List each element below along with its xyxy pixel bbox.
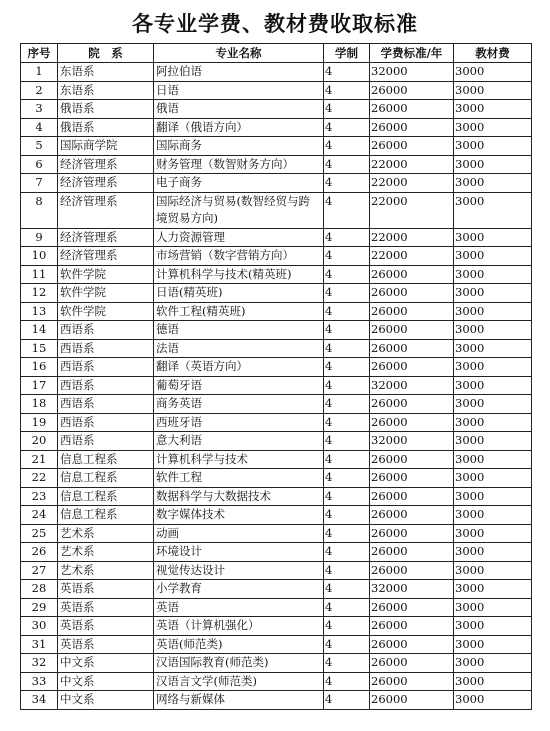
table-header-row <box>21 44 532 63</box>
tuition-cell: 32000 <box>370 63 454 82</box>
row-number: 13 <box>21 302 58 321</box>
tuition-cell: 26000 <box>370 413 454 432</box>
table-row <box>21 228 532 247</box>
table-row <box>21 137 532 156</box>
table-row <box>21 413 532 432</box>
tuition-cell: 22000 <box>370 192 454 228</box>
duration-cell: 4 <box>324 654 370 673</box>
tuition-cell: 26000 <box>370 617 454 636</box>
textbook-fee-cell: 3000 <box>454 339 532 358</box>
duration-cell: 4 <box>324 247 370 266</box>
header-no: 序号 <box>21 44 58 63</box>
fee-table <box>20 43 532 710</box>
textbook-fee-cell: 3000 <box>454 469 532 488</box>
department-cell: 经济管理系 <box>58 228 154 247</box>
major-cell: 意大利语 <box>154 432 324 451</box>
duration-cell: 4 <box>324 672 370 691</box>
major-cell: 翻译（俄语方向） <box>154 118 324 137</box>
major-cell: 西班牙语 <box>154 413 324 432</box>
major-cell: 软件工程(精英班) <box>154 302 324 321</box>
major-cell: 软件工程 <box>154 469 324 488</box>
department-cell: 东语系 <box>58 81 154 100</box>
textbook-fee-cell: 3000 <box>454 524 532 543</box>
table-row <box>21 284 532 303</box>
major-cell: 英语 <box>154 598 324 617</box>
page-title: 各专业学费、教材费收取标准 <box>132 12 418 36</box>
table-row <box>21 561 532 580</box>
department-cell: 东语系 <box>58 63 154 82</box>
textbook-fee-cell: 3000 <box>454 543 532 562</box>
row-number: 12 <box>21 284 58 303</box>
major-cell: 环境设计 <box>154 543 324 562</box>
department-cell: 艺术系 <box>58 561 154 580</box>
tuition-cell: 26000 <box>370 691 454 710</box>
department-cell: 英语系 <box>58 617 154 636</box>
textbook-fee-cell: 3000 <box>454 654 532 673</box>
table-row <box>21 506 532 525</box>
duration-cell: 4 <box>324 580 370 599</box>
duration-cell: 4 <box>324 395 370 414</box>
table-row <box>21 598 532 617</box>
major-cell: 数据科学与大数据技术 <box>154 487 324 506</box>
row-number: 26 <box>21 543 58 562</box>
tuition-cell: 26000 <box>370 137 454 156</box>
textbook-fee-cell: 3000 <box>454 691 532 710</box>
tuition-cell: 32000 <box>370 432 454 451</box>
major-cell: 小学教育 <box>154 580 324 599</box>
row-number: 3 <box>21 100 58 119</box>
duration-cell: 4 <box>324 137 370 156</box>
tuition-cell: 22000 <box>370 228 454 247</box>
textbook-fee-cell: 3000 <box>454 487 532 506</box>
department-cell: 西语系 <box>58 376 154 395</box>
major-cell: 商务英语 <box>154 395 324 414</box>
row-number: 6 <box>21 155 58 174</box>
tuition-cell: 26000 <box>370 321 454 340</box>
table-row <box>21 654 532 673</box>
tuition-cell: 26000 <box>370 654 454 673</box>
department-cell: 俄语系 <box>58 118 154 137</box>
major-cell: 日语(精英班) <box>154 284 324 303</box>
department-cell: 西语系 <box>58 358 154 377</box>
header-major: 专业名称 <box>154 44 324 63</box>
textbook-fee-cell: 3000 <box>454 635 532 654</box>
duration-cell: 4 <box>324 118 370 137</box>
textbook-fee-cell: 3000 <box>454 506 532 525</box>
table-row <box>21 155 532 174</box>
tuition-cell: 32000 <box>370 580 454 599</box>
major-cell: 法语 <box>154 339 324 358</box>
duration-cell: 4 <box>324 358 370 377</box>
table-row <box>21 192 532 228</box>
duration-cell: 4 <box>324 339 370 358</box>
row-number: 23 <box>21 487 58 506</box>
row-number: 15 <box>21 339 58 358</box>
department-cell: 英语系 <box>58 580 154 599</box>
textbook-fee-cell: 3000 <box>454 174 532 193</box>
duration-cell: 4 <box>324 524 370 543</box>
table-row <box>21 265 532 284</box>
duration-cell: 4 <box>324 155 370 174</box>
tuition-cell: 32000 <box>370 376 454 395</box>
row-number: 32 <box>21 654 58 673</box>
row-number: 22 <box>21 469 58 488</box>
tuition-cell: 26000 <box>370 81 454 100</box>
row-number: 28 <box>21 580 58 599</box>
table-row <box>21 302 532 321</box>
tuition-cell: 26000 <box>370 506 454 525</box>
textbook-fee-cell: 3000 <box>454 228 532 247</box>
duration-cell: 4 <box>324 450 370 469</box>
department-cell: 信息工程系 <box>58 450 154 469</box>
duration-cell: 4 <box>324 174 370 193</box>
duration-cell: 4 <box>324 81 370 100</box>
department-cell: 西语系 <box>58 395 154 414</box>
tuition-cell: 26000 <box>370 672 454 691</box>
textbook-fee-cell: 3000 <box>454 413 532 432</box>
duration-cell: 4 <box>324 376 370 395</box>
textbook-fee-cell: 3000 <box>454 432 532 451</box>
duration-cell: 4 <box>324 302 370 321</box>
row-number: 14 <box>21 321 58 340</box>
row-number: 20 <box>21 432 58 451</box>
duration-cell: 4 <box>324 487 370 506</box>
tuition-cell: 26000 <box>370 339 454 358</box>
header-years: 学制 <box>324 44 370 63</box>
department-cell: 西语系 <box>58 339 154 358</box>
row-number: 25 <box>21 524 58 543</box>
duration-cell: 4 <box>324 265 370 284</box>
tuition-cell: 26000 <box>370 543 454 562</box>
duration-cell: 4 <box>324 321 370 340</box>
table-row <box>21 81 532 100</box>
duration-cell: 4 <box>324 506 370 525</box>
table-row <box>21 691 532 710</box>
row-number: 1 <box>21 63 58 82</box>
duration-cell: 4 <box>324 192 370 228</box>
row-number: 34 <box>21 691 58 710</box>
textbook-fee-cell: 3000 <box>454 100 532 119</box>
tuition-cell: 26000 <box>370 302 454 321</box>
textbook-fee-cell: 3000 <box>454 265 532 284</box>
major-cell: 葡萄牙语 <box>154 376 324 395</box>
major-cell: 国际经济与贸易(数智经贸与跨境贸易方向) <box>154 192 324 228</box>
textbook-fee-cell: 3000 <box>454 118 532 137</box>
major-cell: 计算机科学与技术 <box>154 450 324 469</box>
department-cell: 西语系 <box>58 432 154 451</box>
textbook-fee-cell: 3000 <box>454 672 532 691</box>
textbook-fee-cell: 3000 <box>454 580 532 599</box>
duration-cell: 4 <box>324 284 370 303</box>
row-number: 30 <box>21 617 58 636</box>
tuition-cell: 26000 <box>370 265 454 284</box>
department-cell: 信息工程系 <box>58 469 154 488</box>
table-row <box>21 247 532 266</box>
department-cell: 软件学院 <box>58 284 154 303</box>
department-cell: 西语系 <box>58 413 154 432</box>
row-number: 16 <box>21 358 58 377</box>
table-row <box>21 376 532 395</box>
major-cell: 汉语国际教育(师范类) <box>154 654 324 673</box>
tuition-cell: 26000 <box>370 100 454 119</box>
textbook-fee-cell: 3000 <box>454 63 532 82</box>
row-number: 4 <box>21 118 58 137</box>
tuition-cell: 26000 <box>370 524 454 543</box>
textbook-fee-cell: 3000 <box>454 358 532 377</box>
tuition-cell: 26000 <box>370 358 454 377</box>
department-cell: 中文系 <box>58 672 154 691</box>
row-number: 19 <box>21 413 58 432</box>
table-row <box>21 580 532 599</box>
table-row <box>21 118 532 137</box>
textbook-fee-cell: 3000 <box>454 155 532 174</box>
tuition-cell: 26000 <box>370 118 454 137</box>
duration-cell: 4 <box>324 691 370 710</box>
table-row <box>21 432 532 451</box>
table-row <box>21 339 532 358</box>
tuition-cell: 22000 <box>370 247 454 266</box>
tuition-cell: 26000 <box>370 469 454 488</box>
major-cell: 电子商务 <box>154 174 324 193</box>
duration-cell: 4 <box>324 432 370 451</box>
department-cell: 中文系 <box>58 691 154 710</box>
row-number: 8 <box>21 192 58 228</box>
department-cell: 软件学院 <box>58 265 154 284</box>
major-cell: 英语(师范类) <box>154 635 324 654</box>
major-cell: 动画 <box>154 524 324 543</box>
row-number: 10 <box>21 247 58 266</box>
textbook-fee-cell: 3000 <box>454 561 532 580</box>
row-number: 18 <box>21 395 58 414</box>
tuition-cell: 26000 <box>370 487 454 506</box>
major-cell: 俄语 <box>154 100 324 119</box>
header-book: 教材费 <box>454 44 532 63</box>
department-cell: 经济管理系 <box>58 192 154 228</box>
textbook-fee-cell: 3000 <box>454 284 532 303</box>
table-row <box>21 63 532 82</box>
textbook-fee-cell: 3000 <box>454 376 532 395</box>
table-row <box>21 174 532 193</box>
tuition-cell: 22000 <box>370 155 454 174</box>
major-cell: 计算机科学与技术(精英班) <box>154 265 324 284</box>
table-row <box>21 543 532 562</box>
duration-cell: 4 <box>324 617 370 636</box>
major-cell: 翻译（英语方向） <box>154 358 324 377</box>
tuition-cell: 22000 <box>370 174 454 193</box>
table-row <box>21 450 532 469</box>
textbook-fee-cell: 3000 <box>454 450 532 469</box>
table-row <box>21 524 532 543</box>
tuition-cell: 26000 <box>370 395 454 414</box>
department-cell: 国际商学院 <box>58 137 154 156</box>
major-cell: 英语（计算机强化） <box>154 617 324 636</box>
row-number: 2 <box>21 81 58 100</box>
major-cell: 日语 <box>154 81 324 100</box>
major-cell: 市场营销（数字营销方向） <box>154 247 324 266</box>
table-row <box>21 358 532 377</box>
duration-cell: 4 <box>324 63 370 82</box>
tuition-cell: 26000 <box>370 635 454 654</box>
textbook-fee-cell: 3000 <box>454 192 532 228</box>
duration-cell: 4 <box>324 635 370 654</box>
row-number: 33 <box>21 672 58 691</box>
textbook-fee-cell: 3000 <box>454 598 532 617</box>
tuition-cell: 26000 <box>370 598 454 617</box>
header-dept: 院 系 <box>58 44 154 63</box>
table-row <box>21 395 532 414</box>
row-number: 29 <box>21 598 58 617</box>
row-number: 7 <box>21 174 58 193</box>
duration-cell: 4 <box>324 413 370 432</box>
row-number: 9 <box>21 228 58 247</box>
major-cell: 阿拉伯语 <box>154 63 324 82</box>
major-cell: 汉语言文学(师范类) <box>154 672 324 691</box>
table-body <box>21 63 532 710</box>
major-cell: 国际商务 <box>154 137 324 156</box>
row-number: 17 <box>21 376 58 395</box>
header-fee: 学费标准/年 <box>370 44 454 63</box>
major-cell: 网络与新媒体 <box>154 691 324 710</box>
department-cell: 信息工程系 <box>58 487 154 506</box>
row-number: 27 <box>21 561 58 580</box>
tuition-cell: 26000 <box>370 284 454 303</box>
department-cell: 俄语系 <box>58 100 154 119</box>
major-cell: 数字媒体技术 <box>154 506 324 525</box>
major-cell: 人力资源管理 <box>154 228 324 247</box>
department-cell: 经济管理系 <box>58 155 154 174</box>
textbook-fee-cell: 3000 <box>454 247 532 266</box>
table-row <box>21 100 532 119</box>
textbook-fee-cell: 3000 <box>454 302 532 321</box>
duration-cell: 4 <box>324 228 370 247</box>
table-row <box>21 617 532 636</box>
tuition-cell: 26000 <box>370 450 454 469</box>
major-cell: 德语 <box>154 321 324 340</box>
table-row <box>21 487 532 506</box>
tuition-cell: 26000 <box>370 561 454 580</box>
department-cell: 信息工程系 <box>58 506 154 525</box>
duration-cell: 4 <box>324 543 370 562</box>
department-cell: 经济管理系 <box>58 247 154 266</box>
department-cell: 西语系 <box>58 321 154 340</box>
department-cell: 英语系 <box>58 598 154 617</box>
duration-cell: 4 <box>324 561 370 580</box>
department-cell: 中文系 <box>58 654 154 673</box>
table-row <box>21 321 532 340</box>
textbook-fee-cell: 3000 <box>454 321 532 340</box>
department-cell: 艺术系 <box>58 543 154 562</box>
major-cell: 财务管理（数智财务方向） <box>154 155 324 174</box>
department-cell: 软件学院 <box>58 302 154 321</box>
department-cell: 艺术系 <box>58 524 154 543</box>
table-row <box>21 469 532 488</box>
row-number: 24 <box>21 506 58 525</box>
duration-cell: 4 <box>324 598 370 617</box>
row-number: 5 <box>21 137 58 156</box>
row-number: 31 <box>21 635 58 654</box>
row-number: 21 <box>21 450 58 469</box>
department-cell: 英语系 <box>58 635 154 654</box>
textbook-fee-cell: 3000 <box>454 395 532 414</box>
department-cell: 经济管理系 <box>58 174 154 193</box>
duration-cell: 4 <box>324 100 370 119</box>
row-number: 11 <box>21 265 58 284</box>
duration-cell: 4 <box>324 469 370 488</box>
textbook-fee-cell: 3000 <box>454 617 532 636</box>
table-row <box>21 672 532 691</box>
textbook-fee-cell: 3000 <box>454 81 532 100</box>
table-row <box>21 635 532 654</box>
major-cell: 视觉传达设计 <box>154 561 324 580</box>
textbook-fee-cell: 3000 <box>454 137 532 156</box>
